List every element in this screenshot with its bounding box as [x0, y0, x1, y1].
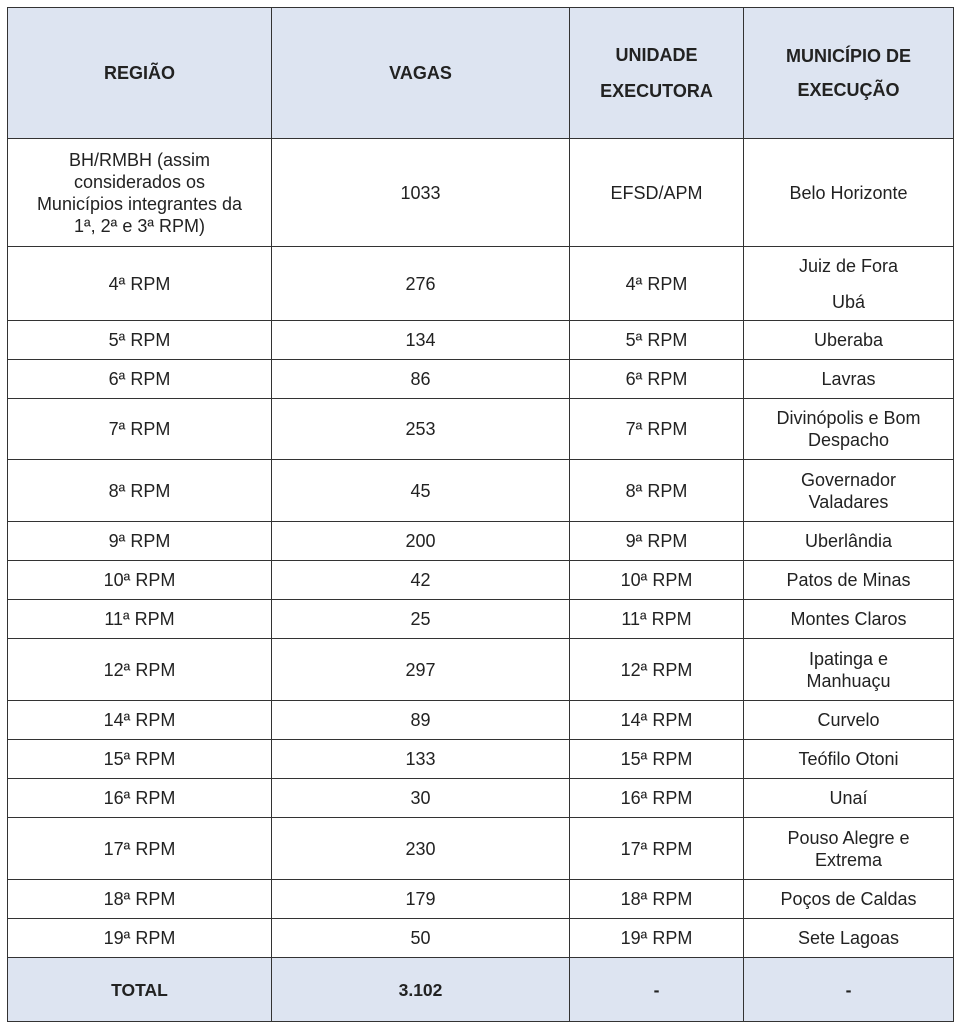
cell-regiao-line: considerados os: [73, 171, 206, 192]
cell-municipio-line: Valadares: [808, 491, 889, 512]
cell-unidade: 9ª RPM: [570, 522, 744, 561]
cell-unidade: 19ª RPM: [570, 919, 744, 958]
cell-regiao-line: 10ª RPM: [103, 570, 176, 590]
cell-vagas: 276: [272, 247, 570, 321]
cell-municipio-line: Ipatinga e: [808, 648, 889, 669]
cell-regiao: [8, 880, 272, 919]
cell-vagas: 253: [272, 399, 570, 460]
cell-regiao: [8, 399, 272, 460]
cell-vagas: 200: [272, 522, 570, 561]
cell-regiao-line: 1ª, 2ª e 3ª RPM): [73, 215, 206, 236]
cell-regiao: [8, 600, 272, 639]
cell-municipio-line: Pouso Alegre e: [787, 827, 910, 848]
cell-municipio: [744, 701, 954, 740]
cell-regiao: [8, 740, 272, 779]
cell-regiao-line: 11ª RPM: [104, 609, 175, 629]
cell-regiao-line: Municípios integrantes da: [36, 193, 243, 214]
cell-vagas: 134: [272, 321, 570, 360]
cell-regiao: [8, 561, 272, 600]
cell-municipio: [744, 399, 954, 460]
cell-unidade: 8ª RPM: [570, 460, 744, 522]
cell-vagas: 30: [272, 779, 570, 818]
table-row: [8, 779, 954, 818]
cell-unidade: 14ª RPM: [570, 701, 744, 740]
cell-municipio-line: Sete Lagoas: [797, 928, 900, 948]
cell-municipio: [744, 139, 954, 247]
cell-regiao-line: 9ª RPM: [108, 531, 171, 551]
cell-unidade: 17ª RPM: [570, 818, 744, 880]
cell-regiao: [8, 779, 272, 818]
cell-unidade: 6ª RPM: [570, 360, 744, 399]
table-row: [8, 740, 954, 779]
cell-unidade: 12ª RPM: [570, 639, 744, 701]
table-row: [8, 247, 954, 321]
cell-unidade: 7ª RPM: [570, 399, 744, 460]
cell-regiao-line: 19ª RPM: [103, 928, 176, 948]
vagas-table: [7, 7, 954, 1022]
cell-regiao-line: 5ª RPM: [108, 330, 171, 350]
cell-regiao: [8, 247, 272, 321]
table-row: [8, 360, 954, 399]
cell-regiao: [8, 919, 272, 958]
cell-municipio: [744, 360, 954, 399]
cell-vagas: 133: [272, 740, 570, 779]
cell-municipio: [744, 639, 954, 701]
cell-regiao-line: 18ª RPM: [103, 889, 176, 909]
table-row: [8, 919, 954, 958]
cell-municipio-line: Juiz de Fora: [798, 255, 899, 276]
cell-unidade: 4ª RPM: [570, 247, 744, 321]
cell-unidade: 11ª RPM: [570, 600, 744, 639]
cell-unidade: 15ª RPM: [570, 740, 744, 779]
cell-municipio-line: Uberlândia: [804, 531, 893, 551]
table-row: [8, 639, 954, 701]
total-unidade: -: [570, 958, 744, 1022]
table-row: [8, 818, 954, 880]
total-row: [8, 958, 954, 1022]
cell-municipio: [744, 919, 954, 958]
cell-municipio-line: Teófilo Otoni: [798, 749, 899, 769]
cell-vagas: 25: [272, 600, 570, 639]
cell-municipio-line: Unaí: [829, 788, 868, 808]
cell-regiao: [8, 321, 272, 360]
cell-regiao-line: 8ª RPM: [108, 480, 171, 501]
table-row: [8, 522, 954, 561]
cell-regiao: [8, 522, 272, 561]
cell-vagas: 297: [272, 639, 570, 701]
cell-vagas: 179: [272, 880, 570, 919]
cell-regiao-line: 14ª RPM: [103, 710, 176, 730]
cell-unidade: 10ª RPM: [570, 561, 744, 600]
cell-municipio-line: Curvelo: [817, 710, 880, 730]
cell-regiao: [8, 639, 272, 701]
cell-vagas: 50: [272, 919, 570, 958]
cell-municipio: [744, 880, 954, 919]
cell-vagas: 230: [272, 818, 570, 880]
cell-municipio: [744, 522, 954, 561]
cell-regiao-line: BH/RMBH (assim: [68, 149, 210, 170]
cell-municipio-line: Montes Claros: [790, 609, 907, 629]
header-row: [8, 8, 954, 139]
cell-regiao-line: 7ª RPM: [108, 419, 171, 439]
total-municipio: -: [744, 958, 954, 1022]
cell-unidade: 18ª RPM: [570, 880, 744, 919]
cell-municipio: [744, 460, 954, 522]
cell-municipio-line: Belo Horizonte: [789, 182, 908, 203]
cell-municipio-line: Divinópolis e Bom: [776, 408, 921, 428]
cell-regiao-line: 6ª RPM: [108, 369, 171, 389]
cell-regiao-line: 17ª RPM: [103, 838, 176, 859]
cell-regiao: [8, 139, 272, 247]
cell-vagas: 89: [272, 701, 570, 740]
cell-unidade: EFSD/APM: [570, 139, 744, 247]
cell-regiao-line: 15ª RPM: [103, 749, 176, 769]
cell-municipio-line: Despacho: [807, 430, 890, 450]
table-row: [8, 399, 954, 460]
cell-municipio-line: Governador: [800, 469, 897, 490]
table-body: [8, 139, 954, 958]
cell-regiao-line: 12ª RPM: [103, 659, 176, 680]
cell-regiao-line: 4ª RPM: [108, 273, 171, 294]
header-regiao: REGIÃO: [8, 8, 272, 139]
table-row: [8, 139, 954, 247]
cell-regiao: [8, 818, 272, 880]
cell-municipio-line: Manhuaçu: [806, 670, 891, 691]
cell-regiao-line: 16ª RPM: [103, 788, 176, 808]
cell-municipio: [744, 561, 954, 600]
total-label: TOTAL: [8, 958, 272, 1022]
cell-municipio: [744, 818, 954, 880]
cell-unidade: 5ª RPM: [570, 321, 744, 360]
cell-municipio-line: Lavras: [821, 369, 876, 389]
cell-municipio-line: Poços de Caldas: [780, 889, 917, 909]
cell-vagas: 86: [272, 360, 570, 399]
cell-municipio: [744, 740, 954, 779]
cell-municipio: [744, 321, 954, 360]
cell-municipio: [744, 779, 954, 818]
table-row: [8, 460, 954, 522]
cell-unidade: 16ª RPM: [570, 779, 744, 818]
cell-municipio-line: Extrema: [814, 849, 883, 870]
cell-vagas: 45: [272, 460, 570, 522]
cell-municipio-line: Uberaba: [813, 330, 884, 350]
cell-vagas: 42: [272, 561, 570, 600]
header-unidade-executora: UNIDADE EXECUTORA: [570, 8, 744, 139]
cell-municipio-line: Ubá: [831, 291, 866, 312]
cell-municipio: [744, 600, 954, 639]
header-vagas: VAGAS: [272, 8, 570, 139]
cell-municipio-line: Patos de Minas: [786, 570, 911, 590]
cell-vagas: 1033: [272, 139, 570, 247]
total-vagas: 3.102: [272, 958, 570, 1022]
table-row: [8, 880, 954, 919]
table-row: [8, 321, 954, 360]
table-row: [8, 701, 954, 740]
header-municipio-execucao: MUNICÍPIO DE EXECUÇÃO: [744, 8, 954, 139]
cell-regiao: [8, 360, 272, 399]
cell-municipio: [744, 247, 954, 321]
table-row: [8, 600, 954, 639]
cell-regiao: [8, 460, 272, 522]
cell-regiao: [8, 701, 272, 740]
table-row: [8, 561, 954, 600]
